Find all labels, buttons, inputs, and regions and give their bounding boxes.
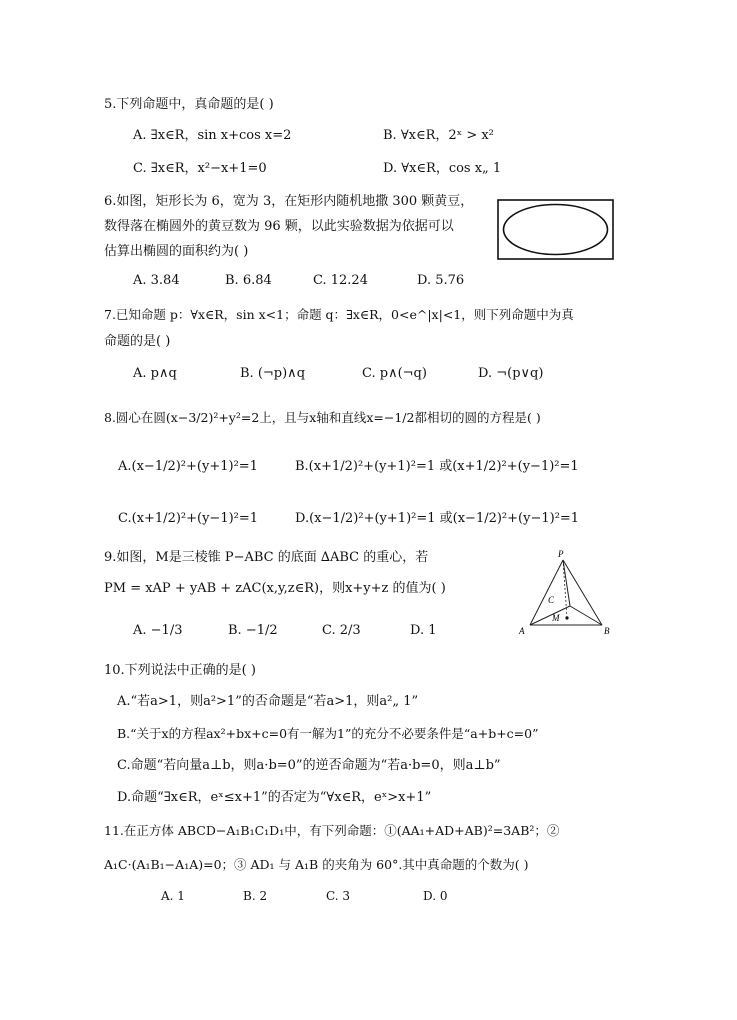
q10-option-c: C.命题“若向量a⊥b，则a·b=0”的逆否命题为“若a·b=0，则a⊥b” (117, 758, 501, 773)
q7-line-2: 命题的是( ) (104, 334, 171, 349)
rectangle (498, 200, 613, 259)
rectangle-ellipse-figure (497, 199, 615, 261)
edge-pc (563, 560, 570, 606)
q9-option-a: A. −1/3 (133, 623, 183, 638)
q6-line-3: 估算出椭圆的面积约为( ) (104, 244, 249, 259)
edge-cb (570, 606, 602, 625)
q5-stem: 5.下列命题中，真命题的是( ) (104, 97, 274, 112)
q9-option-b: B. −1/2 (228, 623, 278, 638)
q8-option-c: C.(x+1/2)²+(y−1)²=1 (118, 511, 259, 526)
q7-option-d: D. ¬(p∨q) (478, 366, 544, 381)
q9-option-c: C. 2/3 (322, 623, 361, 638)
label-m: M (552, 613, 560, 623)
q7-option-b: B. (¬p)∧q (240, 366, 306, 381)
q8-option-b: B.(x+1/2)²+(y+1)²=1 或(x+1/2)²+(y−1)²=1 (295, 459, 579, 474)
q5-option-b: B. ∀x∈R，2ˣ > x² (383, 128, 494, 143)
q6-option-d: D. 5.76 (417, 273, 465, 288)
q5-option-a: A. ∃x∈R，sin x+cos x=2 (133, 128, 292, 143)
q5-option-d: D. ∀x∈R，cos x„ 1 (383, 161, 502, 176)
tetrahedron-figure (512, 548, 622, 640)
q6-option-b: B. 6.84 (225, 273, 272, 288)
q11-option-c: C. 3 (326, 889, 351, 903)
label-p: P (558, 549, 564, 559)
q8-stem: 8.圆心在圆(x−3/2)²+y²=2上，且与x轴和直线x=−1/2都相切的圆的方程是( ) (104, 410, 541, 425)
q9-line-2: PM = xAP + yAB + zAC(x,y,z∈R)，则x+y+z 的值为( ) (104, 581, 446, 596)
q10-option-b: B.“关于x的方程ax²+bx+c=0有一解为1”的充分不必要条件是“a+b+c=0” (117, 726, 539, 741)
q6-line-1: 6.如图，矩形长为 6，宽为 3，在矩形内随机地撒 300 颗黄豆， (104, 194, 474, 209)
q10-stem: 10.下列说法中正确的是( ) (104, 663, 256, 678)
q7-line-1: 7.已知命题 p：∀x∈R，sin x<1；命题 q：∃x∈R，0<e^|x|<1，则下列命题中为真 (104, 307, 574, 322)
q7-option-a: A. p∧q (133, 366, 177, 381)
q11-line-1: 11.在正方体 ABCD−A₁B₁C₁D₁中，有下列命题：①(AA₁+AD+AB)²=3AB²；② (104, 823, 560, 838)
edge-pb (563, 560, 602, 625)
point-m (565, 616, 568, 619)
q5-option-c: C. ∃x∈R，x²−x+1=0 (133, 161, 267, 176)
label-c: C (548, 595, 555, 605)
q8-option-a: A.(x−1/2)²+(y+1)²=1 (118, 459, 258, 474)
q6-option-c: C. 12.24 (313, 273, 368, 288)
q10-option-d: D.命题“∃x∈R，eˣ≤x+1”的否定为“∀x∈R，eˣ>x+1” (117, 790, 432, 805)
q6-option-a: A. 3.84 (133, 273, 180, 288)
q6-line-2: 数得落在椭圆外的黄豆数为 96 颗，以此实验数据为依据可以 (104, 219, 454, 234)
q8-option-d: D.(x−1/2)²+(y+1)²=1 或(x−1/2)²+(y−1)²=1 (295, 511, 580, 526)
label-a: A (519, 626, 525, 636)
q9-line-1: 9.如图，M是三棱锥 P−ABC 的底面 ∆ABC 的重心，若 (104, 550, 429, 565)
q9-option-d: D. 1 (410, 623, 437, 638)
q11-option-d: D. 0 (423, 889, 448, 903)
q7-option-c: C. p∧(¬q) (362, 366, 427, 381)
q10-option-a: A.“若a>1，则a²>1”的否命题是“若a>1，则a²„ 1” (117, 694, 419, 709)
label-b: B (604, 626, 610, 636)
q11-option-a: A. 1 (161, 889, 185, 903)
ellipse (504, 205, 608, 255)
q11-option-b: B. 2 (243, 889, 268, 903)
q11-line-2: A₁C·(A₁B₁−A₁A)=0；③ AD₁ 与 A₁B 的夹角为 60°.其中真命题的个数为( ) (104, 857, 529, 872)
edge-ac (530, 606, 570, 625)
